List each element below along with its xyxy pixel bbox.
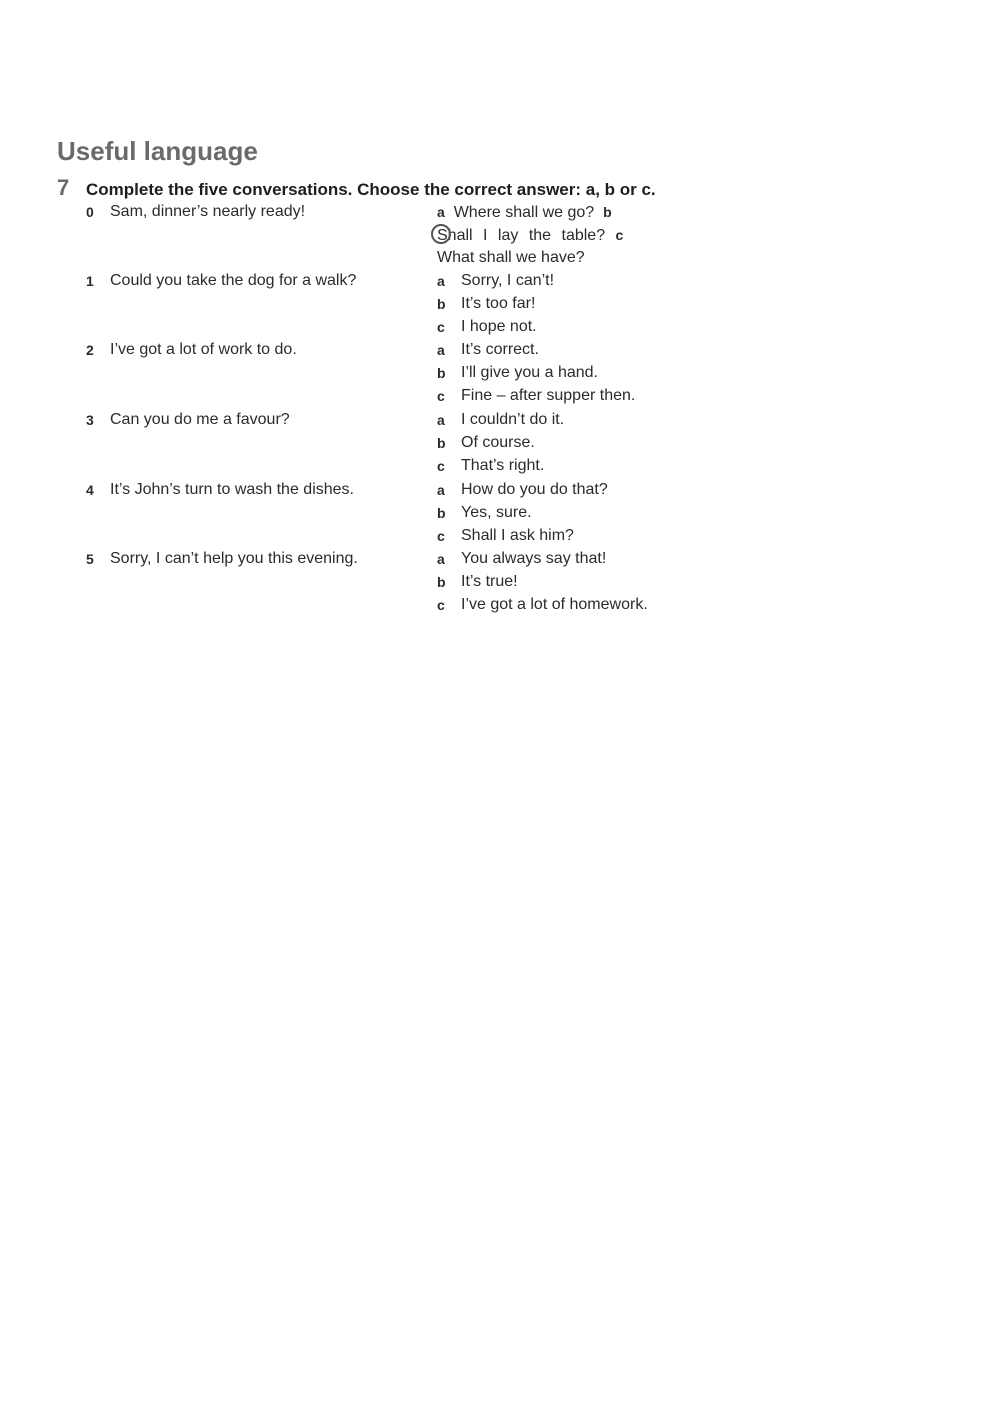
option-letter: c bbox=[437, 528, 445, 544]
option-text[interactable]: Shall I lay the table? bbox=[437, 227, 606, 244]
item-prompt: Sam, dinner’s nearly ready! bbox=[110, 203, 306, 220]
item-0-line-1 bbox=[437, 202, 612, 223]
option-letter: c bbox=[437, 458, 445, 474]
option-letter: b bbox=[603, 204, 612, 220]
item-prompt: Could you take the dog for a walk? bbox=[110, 272, 357, 289]
item-0-line-2 bbox=[437, 225, 623, 246]
section-title: Useful language bbox=[57, 136, 258, 166]
option-text[interactable]: I’ll give you a hand. bbox=[461, 364, 598, 381]
option-letter: c bbox=[437, 388, 445, 404]
option-text[interactable]: What shall we have? bbox=[437, 249, 585, 266]
circled-answer bbox=[437, 226, 605, 246]
option-letter: a bbox=[437, 412, 445, 428]
option-letter: b bbox=[437, 435, 446, 451]
option-letter: c bbox=[615, 227, 624, 243]
item-prompt: Can you do me a favour? bbox=[110, 411, 290, 428]
option-text[interactable]: It’s too far! bbox=[461, 295, 536, 312]
option-text[interactable]: I hope not. bbox=[461, 318, 537, 335]
option-text[interactable]: How do you do that? bbox=[461, 481, 608, 498]
option-letter: b bbox=[437, 505, 446, 521]
option-letter: b bbox=[437, 296, 446, 312]
option-text[interactable]: You always say that! bbox=[461, 550, 607, 567]
option-text[interactable]: It’s correct. bbox=[461, 341, 539, 358]
item-number: 2 bbox=[86, 342, 94, 358]
option-letter: b bbox=[437, 365, 446, 381]
option-text[interactable]: I’ve got a lot of homework. bbox=[461, 596, 648, 613]
item-number: 1 bbox=[86, 273, 94, 289]
exercise-instruction: Complete the five conversations. Choose the correct answer: a, b or c. bbox=[86, 180, 656, 199]
item-prompt: I’ve got a lot of work to do. bbox=[110, 341, 297, 358]
item-number: 4 bbox=[86, 482, 94, 498]
option-text[interactable]: Of course. bbox=[461, 434, 535, 451]
option-letter: a bbox=[437, 204, 445, 220]
item-number: 5 bbox=[86, 551, 94, 567]
option-text[interactable]: Where shall we go? bbox=[453, 204, 595, 221]
option-letter: b bbox=[437, 574, 446, 590]
item-prompt: It’s John’s turn to wash the dishes. bbox=[110, 481, 354, 498]
option-letter: a bbox=[437, 482, 445, 498]
option-text[interactable]: I couldn’t do it. bbox=[461, 411, 565, 428]
option-text[interactable]: It’s true! bbox=[461, 573, 518, 590]
option-letter: c bbox=[437, 597, 445, 613]
exercise-number: 7 bbox=[57, 175, 70, 200]
option-text[interactable]: Fine – after supper then. bbox=[461, 387, 636, 404]
item-number: 3 bbox=[86, 412, 94, 428]
option-text[interactable]: That’s right. bbox=[461, 457, 545, 474]
option-text[interactable]: Shall I ask him? bbox=[461, 527, 574, 544]
option-text[interactable]: Yes, sure. bbox=[461, 504, 532, 521]
option-letter: a bbox=[437, 551, 445, 567]
item-prompt: Sorry, I can’t help you this evening. bbox=[110, 550, 358, 567]
item-number: 0 bbox=[86, 204, 94, 220]
option-letter: a bbox=[437, 342, 445, 358]
answer-circle-mark bbox=[431, 224, 451, 244]
option-letter: a bbox=[437, 273, 445, 289]
option-letter: c bbox=[437, 319, 445, 335]
option-text[interactable]: Sorry, I can’t! bbox=[461, 272, 555, 289]
